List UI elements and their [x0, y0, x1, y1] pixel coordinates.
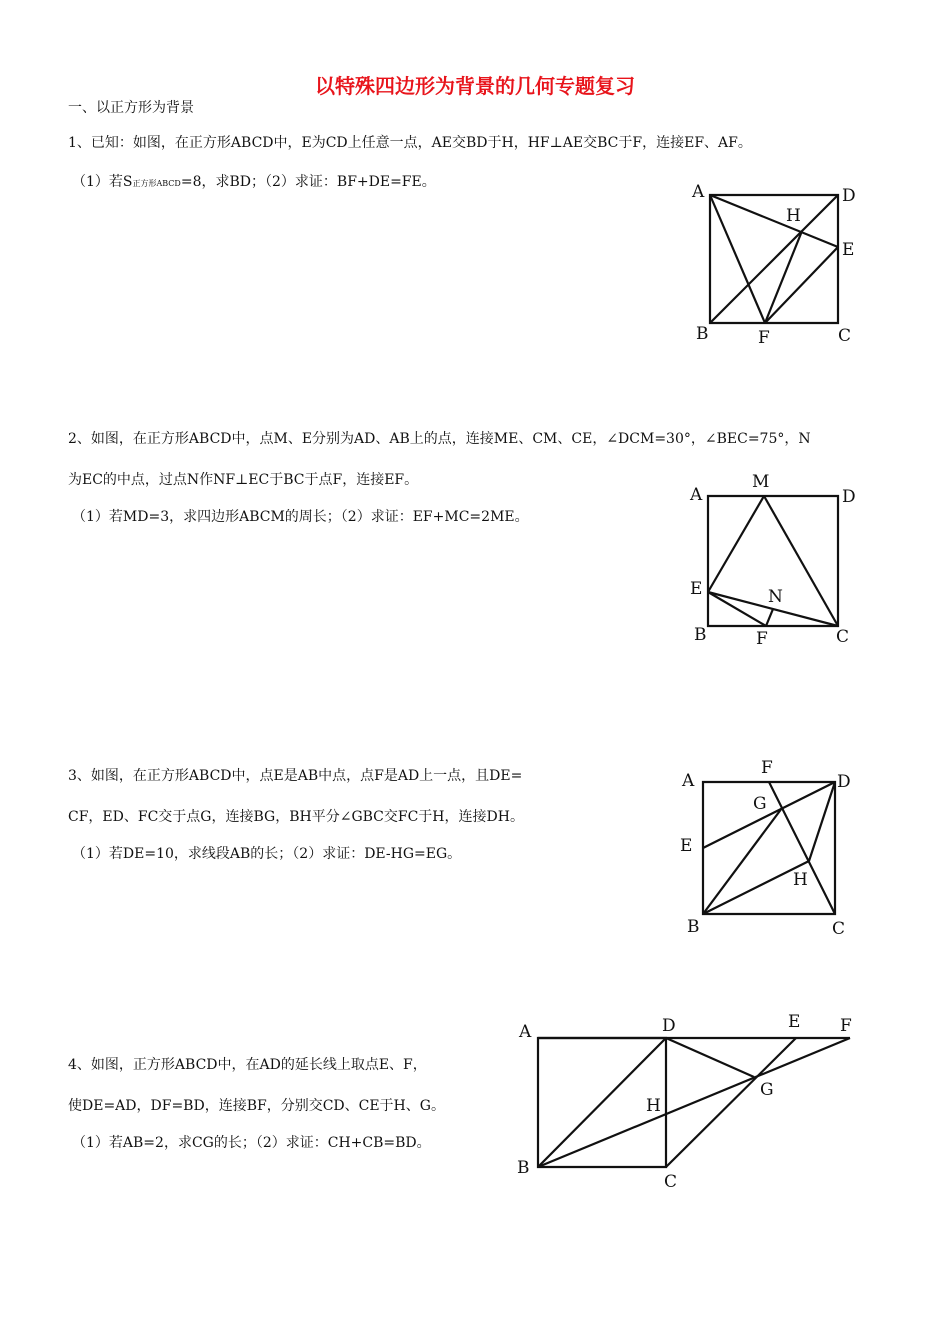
problem-2-stem-line1: 2、如图，在正方形ABCD中，点M、E分别为AD、AB上的点，连接ME、CM、CE，∠DCM=30°，∠BEC=75°，N	[68, 431, 811, 447]
label-a: A	[690, 485, 703, 505]
label-e: E	[842, 240, 855, 260]
label-d: D	[837, 772, 851, 792]
label-b: B	[696, 324, 709, 344]
problem-1-question-post: =8，求BD；（2）求证：BF+DE=FE。	[180, 174, 436, 190]
label-c: C	[832, 919, 846, 939]
label-b: B	[694, 625, 707, 645]
label-d: D	[662, 1016, 676, 1036]
segment-hf	[765, 231, 802, 323]
label-h: H	[786, 206, 801, 226]
label-h: H	[793, 870, 808, 890]
label-c: C	[664, 1172, 678, 1192]
label-g: G	[753, 794, 767, 814]
segment-ce	[666, 1038, 796, 1167]
problem-1-subscript: 正方形ABCD	[132, 179, 181, 188]
problem-4-question: （1）若AB=2，求CG的长；（2）求证：CH+CB=BD。	[72, 1135, 431, 1151]
label-g: G	[760, 1080, 774, 1100]
problem-4-stem-line1: 4、如图，正方形ABCD中，在AD的延长线上取点E、F，	[68, 1057, 427, 1073]
square-abcd	[703, 782, 835, 914]
problem-4-stem-line2: 使DE=AD，DF=BD，连接BF，分别交CD、CE于H、G。	[68, 1098, 445, 1114]
label-a: A	[692, 182, 705, 202]
label-f: F	[756, 629, 768, 649]
segment-fc	[769, 782, 835, 914]
problem-3-stem-line1: 3、如图，在正方形ABCD中，点E是AB中点，点F是AD上一点，且DE=	[68, 768, 523, 784]
label-f: F	[840, 1016, 852, 1036]
label-d: D	[842, 186, 856, 206]
label-f: F	[761, 758, 773, 778]
segment-bg	[703, 808, 782, 914]
page-title: 以特殊四边形为背景的几何专题复习	[315, 74, 635, 98]
figure-2	[680, 470, 880, 655]
problem-1-question	[72, 172, 436, 194]
problem-2-stem-line2: 为EC的中点，过点N作NF⊥EC于BC于点F，连接EF。	[68, 472, 419, 488]
segment-ef	[708, 592, 766, 626]
label-a: A	[682, 771, 695, 791]
section-heading: 一、以正方形为背景	[68, 100, 194, 116]
problem-1-stem: 1、已知：如图，在正方形ABCD中，E为CD上任意一点，AE交BD于H，HF⊥AE交BC于F，连接EF、AF。	[68, 135, 752, 151]
figure-3	[675, 755, 875, 940]
label-c: C	[838, 326, 852, 346]
label-b: B	[517, 1158, 530, 1178]
problem-3-stem-line2: CF，ED、FC交于点G，连接BG，BH平分∠GBC交FC于H，连接DH。	[68, 809, 524, 825]
label-h: H	[646, 1096, 661, 1116]
label-e: E	[690, 579, 703, 599]
label-e: E	[788, 1012, 801, 1032]
label-f: F	[758, 328, 770, 348]
problem-3-question: （1）若DE=10，求线段AB的长；（2）求证：DE-HG=EG。	[72, 846, 462, 862]
label-m: M	[752, 472, 770, 492]
figure-1	[680, 175, 880, 355]
label-c: C	[836, 627, 850, 647]
segment-me	[708, 496, 764, 592]
segment-ed	[703, 782, 835, 848]
label-b: B	[687, 917, 700, 937]
label-e: E	[680, 836, 693, 856]
label-a: A	[519, 1022, 532, 1042]
figure-4	[510, 1005, 870, 1195]
segment-nf	[766, 609, 773, 626]
problem-2-question: （1）若MD=3，求四边形ABCM的周长；（2）求证：EF+MC=2ME。	[72, 509, 529, 525]
label-n: N	[768, 587, 783, 607]
segment-bd	[710, 195, 838, 323]
segment-dg	[666, 1038, 754, 1077]
problem-1-question-pre: （1）若S	[72, 174, 133, 190]
segment-bf	[538, 1038, 850, 1167]
label-d: D	[842, 487, 856, 507]
